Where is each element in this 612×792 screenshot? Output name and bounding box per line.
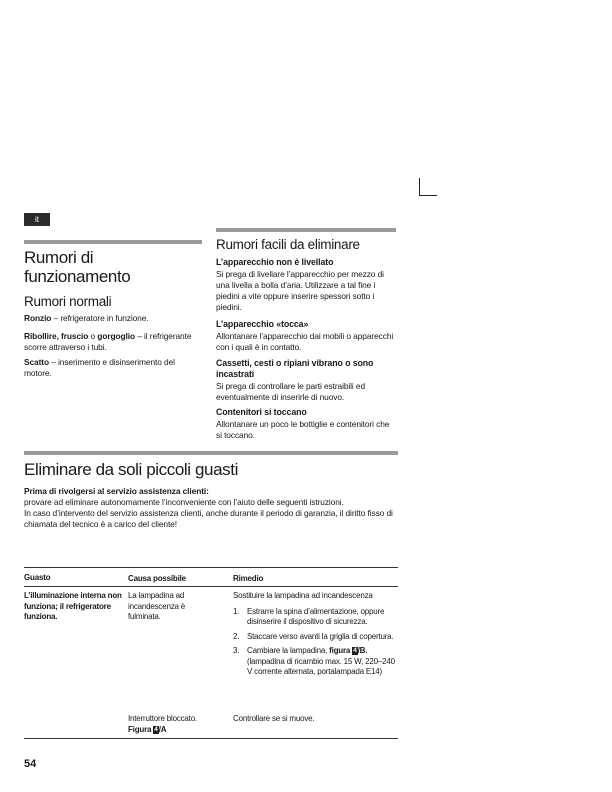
faults-intro: Prima di rivolgersi al servizio assistenza clienti: provare ad eliminare autonomamente l’inconveniente con l’aiuto delle seguenti istruzioni. In caso d’intervento del servizio assistenza clienti, anche durante il periodo di garanzia, il diritto fisso di chiamata del tecnico è a carico del cliente! — [24, 486, 393, 529]
table-header-cause: Causa possibile — [128, 574, 186, 583]
table-cell-fault: L’illuminazione interna non funziona; il refrigeratore funziona. — [24, 591, 122, 621]
table-header-fault: Guasto — [24, 573, 51, 582]
noise-item-bubbling: Ribollire, fruscio o gorgoglio – il refrigerante scorre attraverso i tubi. — [24, 331, 192, 352]
crop-mark-horizontal — [419, 195, 437, 196]
page-number: 54 — [24, 758, 37, 770]
table-bottom-rule — [24, 738, 398, 739]
easy-noise-item-level — [216, 257, 396, 313]
item-text: Allontanare un poco le bottiglie e contenitori che si toccano. — [216, 419, 390, 440]
remedy-step-2: 2. Staccare verso avanti la griglia di copertura. — [233, 631, 394, 641]
item-heading: Contenitori si toccano — [216, 407, 307, 417]
item-heading: L’apparecchio «tocca» — [216, 319, 309, 329]
remedy-step-3: 3. Cambiare la lampadina, figura 4/B. (lampadina di ricambio max. 15 W, 220–240 V corrente alternata, portalampada E14) — [233, 646, 395, 676]
section-bar-right — [216, 228, 396, 232]
language-badge: it — [24, 213, 50, 226]
noise-item-hum: Ronzio – refrigeratore in funzione. — [24, 313, 149, 323]
table-header-remedy: Rimedio — [233, 574, 264, 583]
easy-noise-item-drawers — [216, 358, 398, 403]
subtitle-normal-noises: Rumori normali — [24, 294, 112, 309]
item-text: Allontanare l’apparecchio dai mobili o apparecchi con i quali è in contatto. — [216, 331, 394, 352]
figure-4-badge: 4 — [353, 647, 357, 654]
item-text: Si prega di livellare l’apparecchio per mezzo di una livella a bolla d’aria. Utilizzare a tal fine i piedini a vite oppure inserire spessori sotto i piedini. — [216, 269, 384, 312]
table-header-rule — [24, 586, 398, 587]
item-heading: L’apparecchio non è livellato — [216, 257, 334, 267]
table-cell-remedy-switch: Controllare se si muove. — [233, 714, 315, 723]
remedy-intro: Sostituire la lampadina ad incandescenza — [233, 591, 373, 600]
section-title-easy-noises: Rumori facili da eliminare — [216, 237, 360, 252]
table-top-rule — [24, 567, 398, 568]
easy-noise-item-touches — [216, 319, 396, 353]
table-cell-cause-switch: Interruttore bloccato. Figura 4/A — [128, 714, 197, 734]
easy-noise-item-containers — [216, 407, 396, 441]
section-bar-left — [24, 240, 202, 244]
section-title-faults: Eliminare da soli piccoli guasti — [24, 460, 238, 479]
item-heading: Cassetti, cesti o ripiani vibrano o sono incastrati — [216, 358, 374, 379]
table-cell-cause-bulb: La lampadina ad incandescenza è fulminata. — [128, 591, 186, 621]
crop-mark-vertical — [419, 178, 420, 196]
noise-item-click: Scatto – inserimento e disinserimento del motore. — [24, 357, 175, 378]
remedy-step-1: 1. Estrarre la spina d’alimentazione, oppure disinserire il dispositivo di sicurezza. — [233, 606, 385, 626]
table-cell-remedy-bulb — [233, 591, 398, 678]
section-title-noises: Rumori di funzionamento — [24, 248, 131, 286]
figure-4-badge: 4 — [154, 725, 158, 733]
section-bar-faults — [24, 451, 398, 455]
item-text: Si prega di controllare le parti estraibili ed eventualmente di inserirle di nuovo. — [216, 381, 366, 402]
